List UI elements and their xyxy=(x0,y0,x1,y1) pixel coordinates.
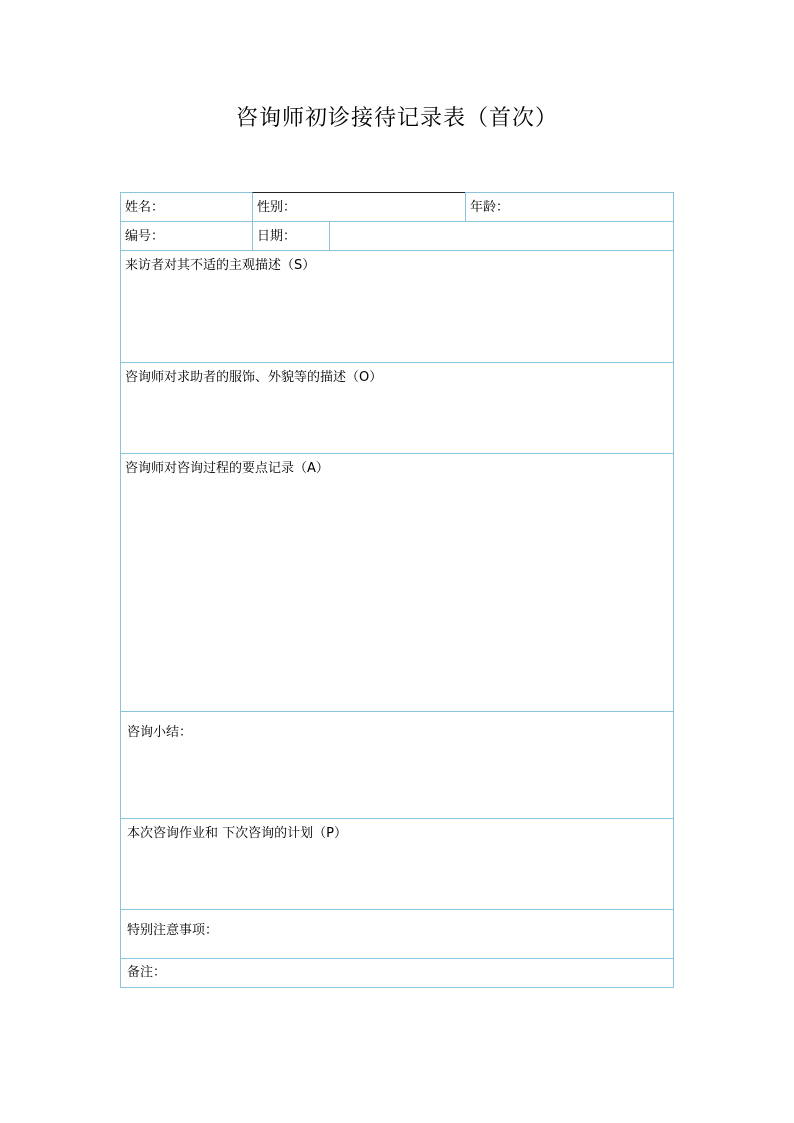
plan-label: 本次咨询作业和 下次咨询的计划（P） xyxy=(127,826,347,841)
consultation-summary-field[interactable] xyxy=(120,711,674,819)
assessment-record-field[interactable] xyxy=(120,453,674,712)
date-label: 日期： xyxy=(257,229,297,244)
page-title: 咨询师初诊接待记录表（首次） xyxy=(235,106,558,131)
subjective-description-field[interactable] xyxy=(120,250,674,363)
assessment-label: 咨询师对咨询过程的要点记录（A） xyxy=(125,461,329,476)
objective-description-field[interactable] xyxy=(120,362,674,454)
remarks-label: 备注： xyxy=(127,965,167,980)
summary-label: 咨询小结： xyxy=(127,725,193,740)
name-field[interactable] xyxy=(120,192,253,222)
intake-record-form xyxy=(120,192,674,988)
gender-label: 性别： xyxy=(257,200,297,215)
number-label: 编号： xyxy=(125,229,165,244)
special-notes-label: 特别注意事项： xyxy=(127,923,219,938)
subjective-label: 来访者对其不适的主观描述（S） xyxy=(125,258,316,273)
plan-field[interactable] xyxy=(120,818,674,910)
objective-label: 咨询师对求助者的服饰、外貌等的描述（O） xyxy=(125,370,383,385)
gender-field[interactable] xyxy=(252,192,466,222)
age-label: 年龄： xyxy=(470,200,510,215)
number-field[interactable] xyxy=(120,221,253,251)
age-field[interactable] xyxy=(465,192,674,222)
special-notes-field[interactable] xyxy=(120,909,674,959)
date-label-cell xyxy=(252,221,330,251)
name-label: 姓名： xyxy=(125,200,165,215)
date-field[interactable] xyxy=(329,221,674,251)
remarks-field[interactable] xyxy=(120,958,674,988)
